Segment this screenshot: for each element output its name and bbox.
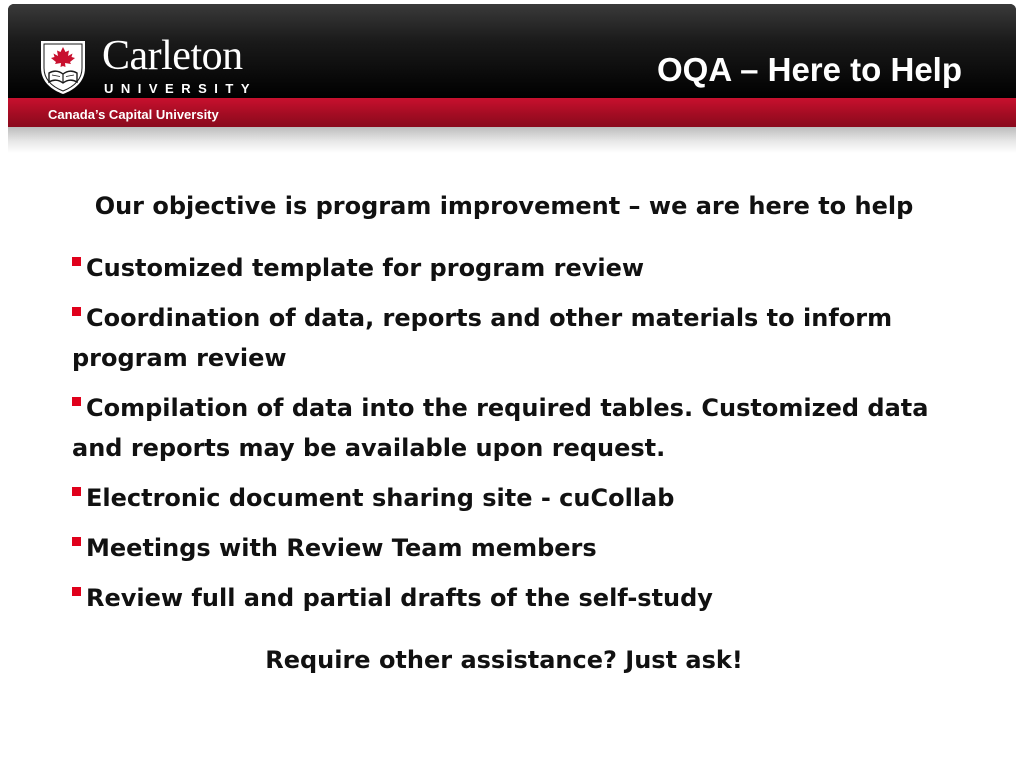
slide-title: OQA – Here to Help: [656, 51, 962, 88]
square-bullet-icon: [72, 307, 81, 316]
brand-wordmark: Carleton: [102, 33, 243, 79]
bullet-text: Meetings with Review Team members: [86, 534, 597, 562]
square-bullet-icon: [72, 537, 81, 546]
list-item: [72, 528, 952, 568]
square-bullet-icon: [72, 587, 81, 596]
slide-header: [8, 4, 1016, 127]
bullet-text: Electronic document sharing site - cuCollab: [86, 484, 675, 512]
header-shadow: [8, 127, 1016, 153]
bullet-text: Review full and partial drafts of the self-study: [86, 584, 713, 612]
lead-sentence: Our objective is program improvement – we are here to help: [94, 192, 914, 220]
carleton-crest-icon: [38, 38, 88, 96]
square-bullet-icon: [72, 487, 81, 496]
bullet-text: Compilation of data into the required tables. Customized data and reports may be available upon request.: [72, 394, 929, 462]
list-item: [72, 388, 952, 468]
bullet-text: Customized template for program review: [86, 254, 645, 282]
bullet-text: Coordination of data, reports and other materials to inform program review: [72, 304, 893, 372]
brand-tagline: Canada’s Capital University: [48, 107, 219, 122]
list-item: [72, 578, 952, 618]
list-item: [72, 478, 952, 518]
square-bullet-icon: [72, 397, 81, 406]
brand-subtitle: UNIVERSITY: [104, 81, 258, 96]
list-item: [72, 298, 952, 378]
slide-body: [72, 186, 952, 680]
list-item: [72, 248, 952, 288]
bullet-list: [72, 248, 952, 618]
closing-sentence: Require other assistance? Just ask!: [265, 646, 743, 674]
square-bullet-icon: [72, 257, 81, 266]
